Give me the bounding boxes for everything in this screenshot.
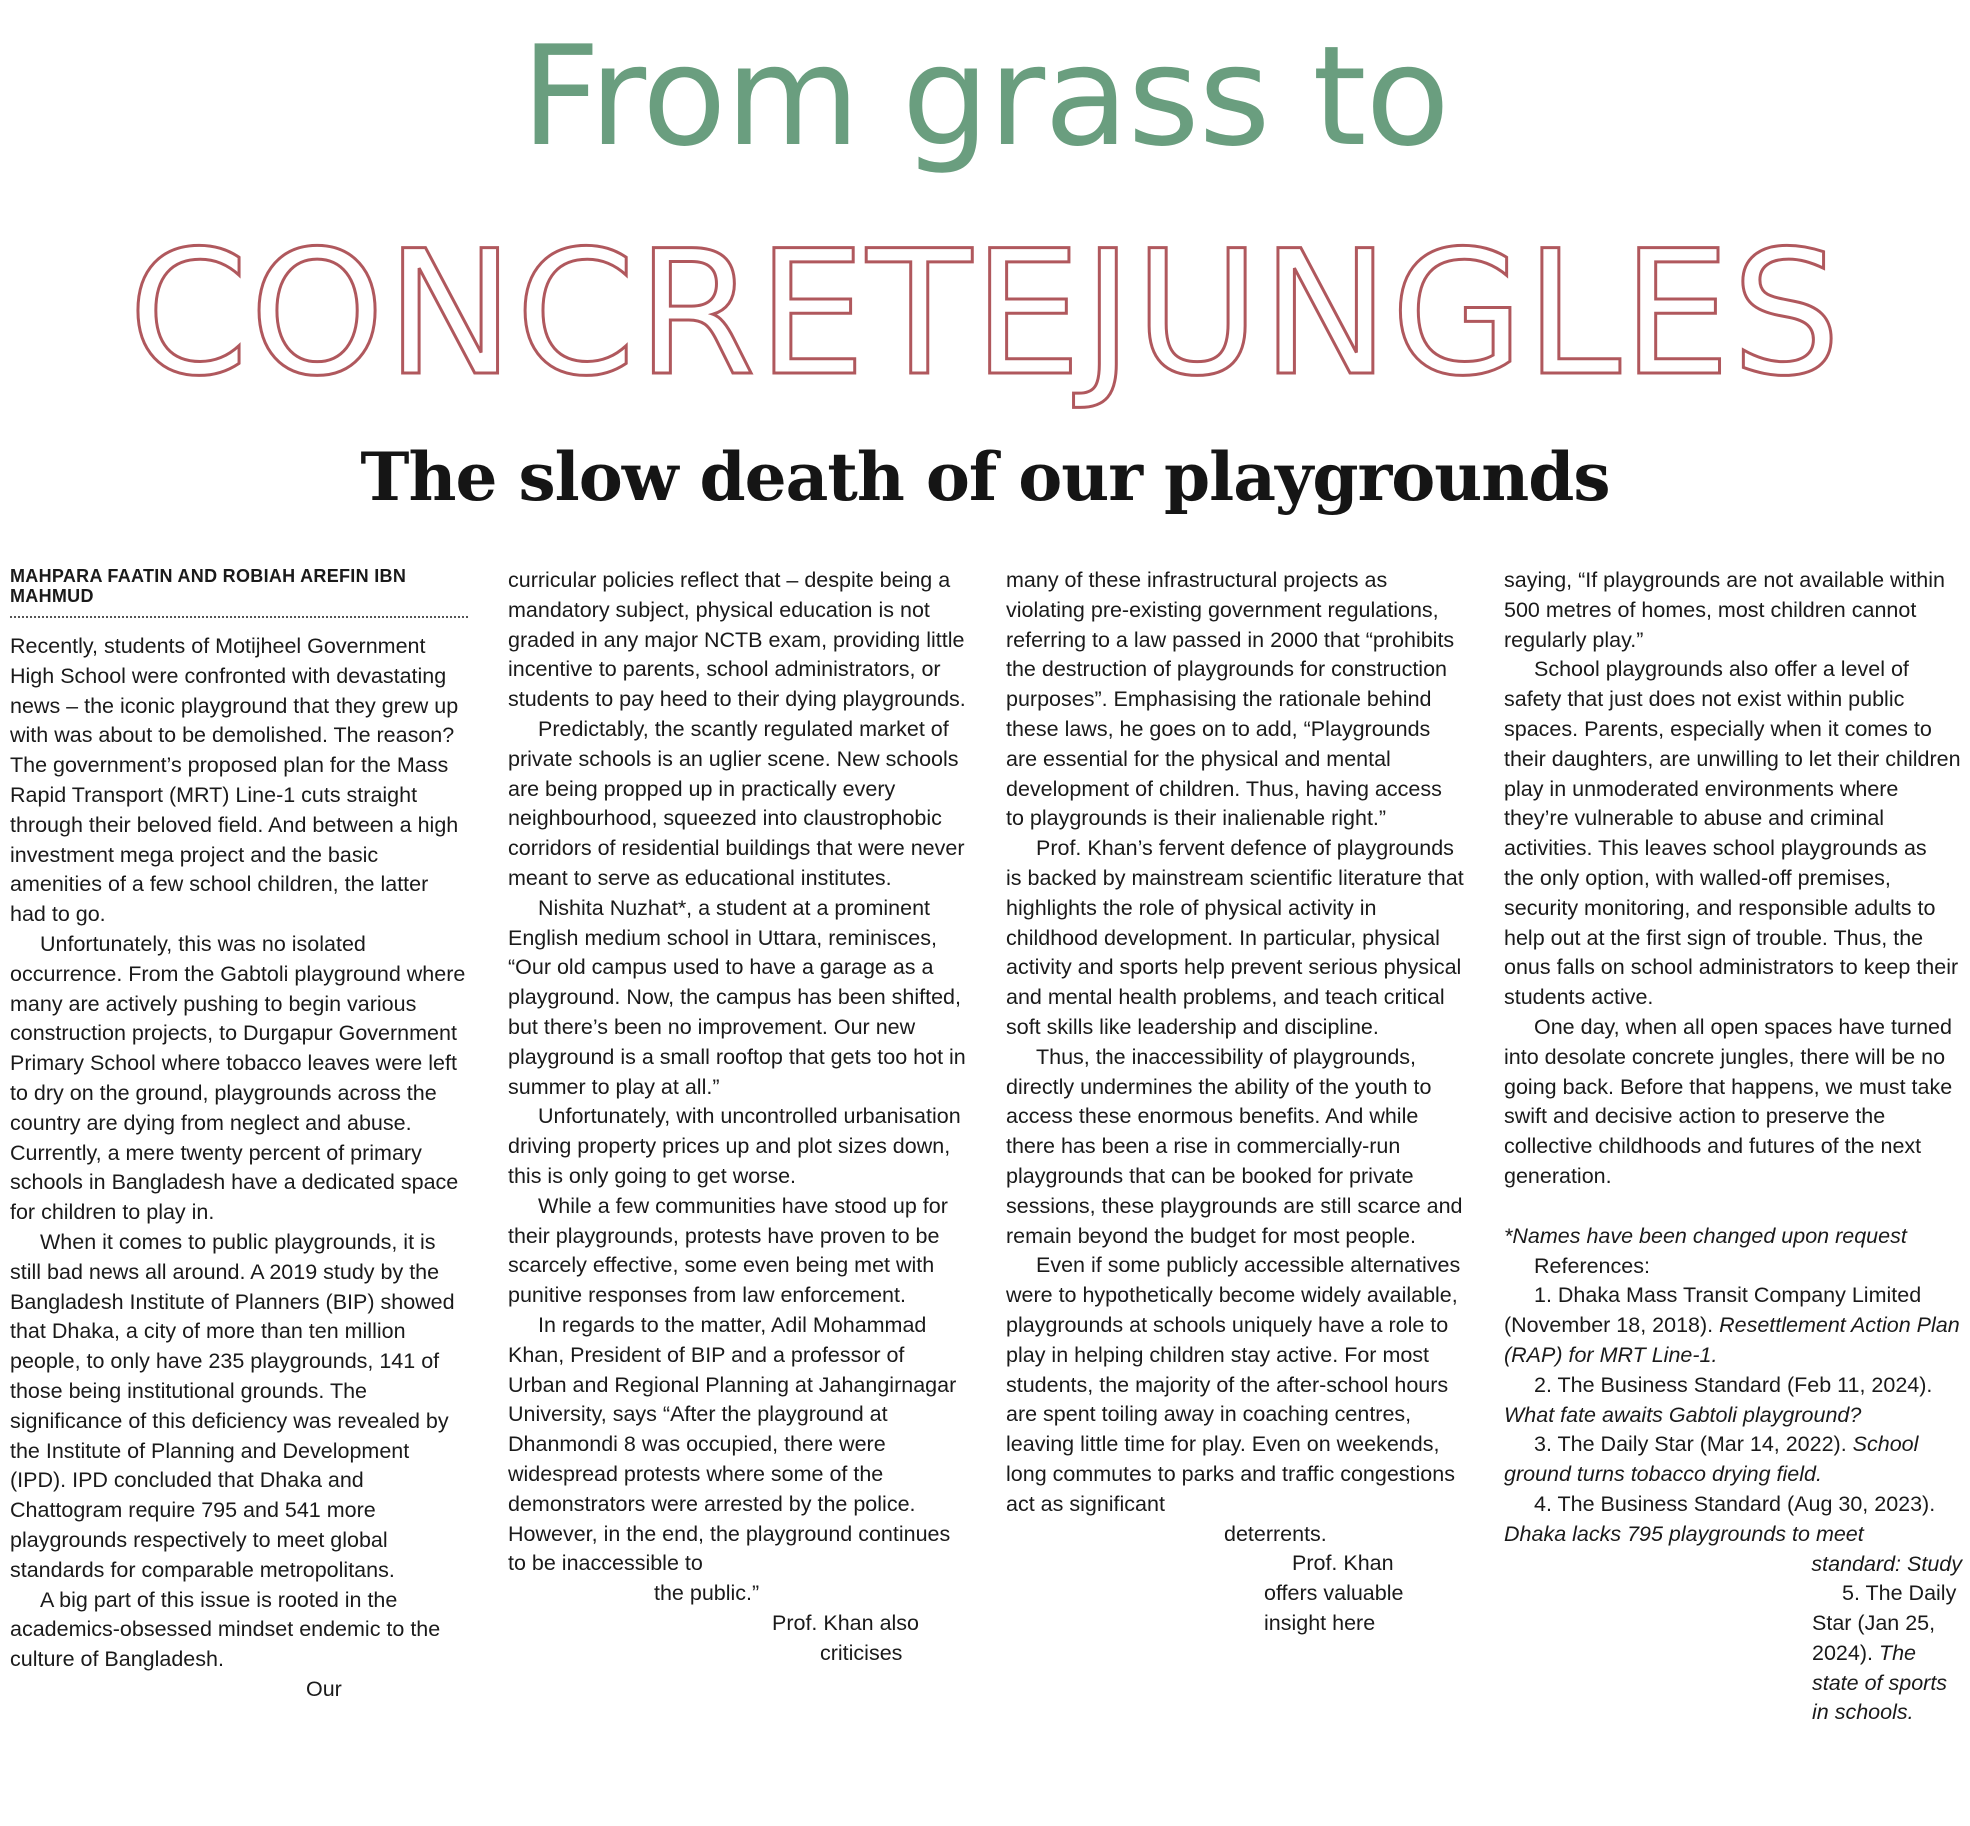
column-4 [1504,566,1962,1728]
column-3 [1006,566,1464,1639]
headline: CONCRETEJUNGLES [128,213,1842,414]
reference-title: Resettlement Action Plan (RAP) for MRT Line-1. [1504,1313,1960,1367]
paragraph: A big part of this issue is rooted in the academics-obsessed mindset endemic to the culture of Bangladesh. [10,1587,441,1672]
reference-title: The [1878,1640,1916,1665]
reference-item: 5. The Daily [1842,1581,1957,1606]
paragraph-tail: offers valuable [1264,1581,1404,1606]
paragraph: Recently, students of Motijheel Government High School were confronted with devastating news – the iconic playground that they grew up with was about to be demolished. The reason? The government’s proposed plan for the Mass Rapid Transport (MRT) Line-1 cuts straight through their beloved field. And between a high investment mega project and the basic amenities of a few school children, the latter had to go. [10,634,459,927]
reference-source: 4. The Business Standard (Aug 30, 2023). [1534,1491,1936,1516]
paragraph-tail: the public.” [654,1581,760,1606]
kicker: From grass to [521,16,1449,177]
paragraph-tail: Our [306,1676,342,1701]
paragraph: Thus, the inaccessibility of playgrounds, directly undermines the ability of the youth to access these enormous benefits. And while there has been a rise in commercially-run playgrounds that can be booked for private sessions, these playgrounds are still scarce and remain beyond the budget for most people. [1006,1044,1463,1248]
reference-source: 3. The Daily Star (Mar 14, 2022). [1534,1432,1853,1457]
paragraph: saying, “If playgrounds are not available within 500 metres of homes, most children cannot regularly play.” [1504,568,1946,652]
paragraph: When it comes to public playgrounds, it is still bad news all around. A 2019 study by the Bangladesh Institute of Planners (BIP) showed that Dhaka, a city of more than ten million people, to only have 235 playgrounds, 141 of those being institutional grounds. The significance of this deficiency was revealed by the Institute of Planning and Development (IPD). IPD concluded that Dhaka and Chattogram require 795 and 541 more playgrounds respectively to meet global standards for comparable metropolitans. [10,1229,455,1582]
reference-source: 2024). [1812,1640,1879,1665]
paragraph: Nishita Nuzhat*, a student at a prominent English medium school in Uttara, reminisces, “Our old campus used to have a garage as a playground. Now, the campus has been shifted, but there’s been no improvement. Our new playground is a small rooftop that gets too hot in summer to play at all.” [508,895,966,1099]
reference-item [1504,1371,1962,1431]
paragraph: curricular policies reflect that – despite being a mandatory subject, physical education is not graded in any major NCTB exam, providing little incentive to parents, school administrators, or students to pay heed to their dying playgrounds. [508,568,966,712]
reference-source: 2. The Business Standard (Feb 11, 2024). [1534,1372,1933,1397]
paragraph: One day, when all open spaces have turned into desolate concrete jungles, there will be no going back. Before that happens, we must take swift and decisive action to preserve the collective childhoods and futures of the next generation. [1504,1014,1953,1188]
subhead: The slow death of our playgrounds [360,438,1610,516]
reference-item [1504,1430,1962,1490]
reference-item [1504,1639,1962,1669]
paragraph: In regards to the matter, Adil Mohammad Khan, President of BIP and a professor of Urban and Regional Planning at Jahangirnagar University, says “After the playground at Dhanmondi 8 was occupied, there were widespread protests where some of the demonstrators were arrested by the police. However, in the end, the playground continues to be inaccessible to [508,1312,957,1576]
references-label: References: [1534,1253,1650,1278]
paragraph: Prof. Khan [1292,1551,1394,1576]
paragraph: Even if some publicly accessible alternatives were to hypothetically become widely available, playgrounds at schools uniquely have a role to play in helping children stay active. For most students, the majority of the after-school hours are spent toiling away in coaching centres, leaving little time for play. Even on weekends, long commutes to parks and traffic congestions act as significant [1006,1253,1461,1516]
paragraph-tail: deterrents. [1224,1521,1327,1546]
paragraph: While a few communities have stood up for their playgrounds, protests have proven to be scarcely effective, some even being met with punitive responses from law enforcement. [508,1193,948,1308]
reference-title: School ground turns tobacco drying field. [1504,1432,1919,1487]
paragraph: School playgrounds also offer a level of safety that just does not exist within public spaces. Parents, especially when it comes to their daughters, are unwilling to let their children play in unmoderated environments where they’re vulnerable to abuse and criminal activities. This leaves school playgrounds as the only option, with walled-off premises, security monitoring, and responsible adults to help out at the first sign of trouble. Thus, the onus falls on school administrators to keep their students active. [1504,657,1961,1010]
reference-item [1504,1281,1962,1370]
reference-source: 1. Dhaka Mass Transit Company Limited (November 18, 2018). [1504,1283,1922,1338]
byline: MAHPARA FAATIN AND ROBIAH AREFIN IBN MAHMUD [10,566,468,618]
reference-title: What fate awaits Gabtoli playground? [1504,1402,1862,1427]
reference-title: state of sports [1812,1670,1948,1695]
paragraph-tail: criticises [820,1640,903,1665]
paragraph: many of these infrastructural projects as violating pre-existing government regulations, referring to a law passed in 2000 that “prohibits the destruction of playgrounds for construction purposes”. Emphasising the rationale behind these laws, he goes on to add, “Playgrounds are essential for the physical and mental development of children. Thus, having access to playgrounds is their inalienable right.” [1006,568,1455,831]
paragraph: Prof. Khan’s fervent defence of playgrounds is backed by mainstream scientific literature that highlights the role of physical activity in childhood development. In particular, physical activity and sports help prevent serious physical and mental health problems, and teach critical soft skills like leadership and discipline. [1006,836,1464,1039]
reference-title: Dhaka lacks 795 playgrounds to meet [1504,1521,1864,1546]
reference-item: Star (Jan 25, [1812,1611,1936,1636]
paragraph-tail: insight here [1264,1610,1376,1635]
paragraph: Predictably, the scantly regulated market of private schools is an uglier scene. New schools are being propped up in practically every neighbourhood, squeezed into claustrophobic corridors of residential buildings that were never meant to serve as educational institutes. [508,716,965,890]
paragraph: Prof. Khan also [772,1610,920,1635]
reference-title: in schools. [1812,1700,1914,1725]
reference-item [1504,1490,1962,1550]
paragraph: Unfortunately, with uncontrolled urbanisation driving property prices up and plot sizes down, this is only going to get worse. [508,1104,961,1188]
column-2 [508,566,966,1668]
reference-title-tail: standard: Study [1811,1551,1962,1576]
column-1 [10,566,468,1705]
paragraph: Unfortunately, this was no isolated occurrence. From the Gabtoli playground where many are actively pushing to begin various construction projects, to Durgapur Government Primary School where tobacco leaves were left to dry on the ground, playgrounds across the country are dying from neglect and abuse. Currently, a mere twenty percent of primary schools in Bangladesh have a dedicated space for children to play in. [10,931,466,1225]
footnote: *Names have been changed upon request [1504,1223,1907,1248]
